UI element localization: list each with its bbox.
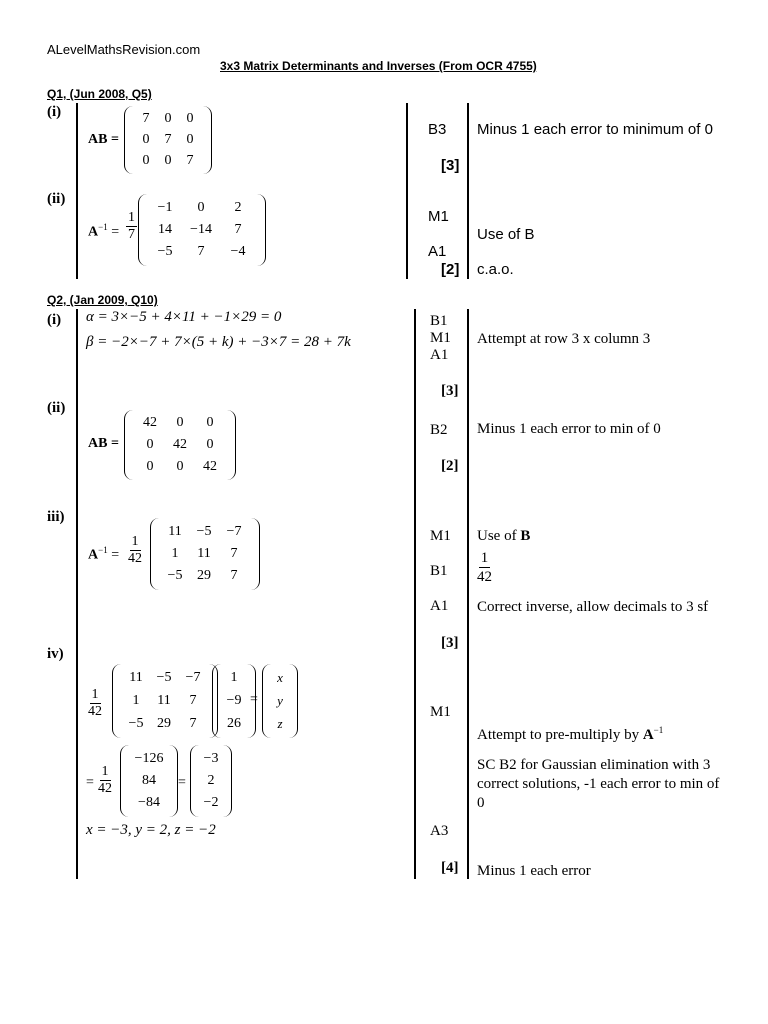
- q1-heading: Q1, (Jun 2008, Q5): [47, 87, 152, 101]
- matrix-cell: 7: [189, 716, 197, 731]
- vector-cell: −3: [203, 751, 219, 766]
- matrix-cell: 7: [142, 111, 150, 126]
- q1-part-i: (i): [47, 104, 62, 120]
- q2-mark-b2: B2: [430, 422, 448, 438]
- q2-comment-6: SC B2 for Gaussian elimination with 3 correct solutions, -1 each error to min of 0: [477, 757, 720, 811]
- q2-alpha-equation: α = 3×−5 + 4×11 + −1×29 = 0: [86, 309, 282, 325]
- left-bracket: [262, 664, 271, 738]
- q1-part-ii: (ii): [47, 191, 66, 207]
- matrix-cell: 14: [158, 222, 172, 237]
- q2-mark-total-4-iv: [4]: [441, 860, 459, 876]
- equals-sign: =: [250, 692, 258, 707]
- q2-mark-rule: [414, 309, 416, 879]
- fraction-denominator: 7: [128, 227, 135, 242]
- fraction-numerator: 1: [131, 534, 139, 549]
- q2-iv-inverse-matrix: [112, 664, 218, 738]
- matrix-cell: 11: [129, 670, 143, 685]
- q1-mark-total-2: [2]: [441, 261, 460, 278]
- q2-left-rule: [76, 309, 78, 879]
- matrix-cell: 0: [146, 459, 154, 474]
- fraction-denominator: 42: [88, 704, 102, 719]
- left-bracket: [212, 664, 221, 738]
- right-bracket: [227, 410, 236, 480]
- q2-comment-fraction: [477, 549, 492, 586]
- matrix-cell: 0: [197, 200, 205, 215]
- right-bracket: [169, 745, 178, 817]
- vector-cell: −126: [134, 751, 164, 766]
- fraction-denominator: 42: [98, 781, 112, 796]
- left-bracket: [138, 194, 147, 266]
- q2-ab-matrix: [124, 410, 236, 480]
- q2-mark-m1-iii: M1: [430, 528, 451, 544]
- vector-cell: 2: [207, 773, 215, 788]
- q1-comment-2: Use of B: [477, 226, 535, 243]
- left-bracket: [124, 106, 133, 174]
- q2-ab-label: AB =: [88, 436, 119, 451]
- q2-mark-a1-iii: A1: [430, 598, 449, 614]
- matrix-cell: 1: [171, 546, 179, 561]
- vector-cell: −2: [203, 795, 219, 810]
- q1-comment-3: c.a.o.: [477, 261, 514, 278]
- q1-mark-b3: B3: [428, 121, 447, 138]
- q2-part-iii: iii): [47, 509, 65, 525]
- q2-comment-rule: [467, 309, 469, 879]
- right-bracket: [203, 106, 212, 174]
- q1-comment-1: Minus 1 each error to minimum of 0: [477, 121, 713, 138]
- matrix-cell: 7: [189, 693, 197, 708]
- q1-mark-rule: [406, 103, 408, 279]
- matrix-cell: 0: [186, 111, 194, 126]
- q1-mark-a1: A1: [428, 243, 447, 260]
- fraction-denominator: 42: [477, 569, 492, 585]
- q2-comment-3: Use of B: [477, 528, 531, 544]
- matrix-cell: 0: [176, 459, 184, 474]
- matrix-cell: 1: [132, 693, 140, 708]
- q1-comment-rule: [467, 103, 469, 279]
- q2-mark-m1-iv: M1: [430, 704, 451, 720]
- vector-cell: −9: [226, 693, 242, 708]
- vector-cell: z: [277, 716, 283, 731]
- vector-cell: −84: [138, 795, 160, 810]
- q1-mark-total-3: [3]: [441, 157, 460, 174]
- right-bracket: [251, 518, 260, 590]
- q2-inverse-matrix: [150, 518, 260, 590]
- q1-inverse-label: $A^{-1}$ =: [88, 222, 120, 240]
- q2-heading: Q2, (Jan 2009, Q10): [47, 293, 158, 307]
- matrix-cell: 0: [142, 132, 150, 147]
- matrix-cell: −1: [157, 200, 173, 215]
- q2-comment-5: Attempt to pre-multiply by $A^{-1}$: [477, 725, 664, 743]
- equals-sign: =: [178, 775, 186, 790]
- matrix-cell: 0: [142, 153, 150, 168]
- q2-part-i: (i): [47, 312, 62, 328]
- q2-part-ii: (ii): [47, 400, 66, 416]
- matrix-cell: 0: [164, 153, 172, 168]
- matrix-cell: 0: [176, 415, 184, 430]
- q2-iv-result-vector: [120, 745, 178, 817]
- matrix-cell: 0: [146, 437, 154, 452]
- q2-comment-1: Attempt at row 3 x column 3: [477, 331, 651, 347]
- left-bracket: [190, 745, 199, 817]
- matrix-cell: 7: [230, 568, 238, 583]
- q2-comment-4: Correct inverse, allow decimals to 3 sf: [477, 599, 709, 615]
- q1-mark-m1: M1: [428, 208, 449, 225]
- vector-cell: 84: [142, 773, 156, 788]
- matrix-cell: 42: [173, 437, 187, 452]
- q1-inverse-matrix: [138, 194, 266, 266]
- matrix-cell: 7: [186, 153, 194, 168]
- matrix-cell: 7: [234, 222, 242, 237]
- q2-part-iv: iv): [47, 646, 64, 662]
- q1-left-rule: [76, 103, 78, 279]
- q2-solution: x = −3, y = 2, z = −2: [86, 822, 216, 838]
- matrix-cell: 11: [157, 693, 171, 708]
- vector-cell: y: [277, 693, 283, 708]
- matrix-cell: 0: [206, 415, 214, 430]
- q2-comment-7: Minus 1 each error: [477, 863, 591, 879]
- matrix-cell: 42: [203, 459, 217, 474]
- q2-beta-equation: β = −2×−7 + 7×(5 + k) + −3×7 = 28 + 7k: [86, 334, 351, 350]
- matrix-cell: 7: [230, 546, 238, 561]
- matrix-cell: 29: [197, 568, 211, 583]
- left-bracket: [120, 745, 129, 817]
- matrix-cell: −5: [196, 524, 212, 539]
- q2-mark-total-3-iii: [3]: [441, 635, 459, 651]
- matrix-cell: 11: [197, 546, 211, 561]
- left-bracket: [112, 664, 121, 738]
- q2-mark-a1: A1: [430, 347, 449, 363]
- q2-comment-2: Minus 1 each error to min of 0: [477, 421, 661, 437]
- matrix-cell: 7: [164, 132, 172, 147]
- left-bracket: [150, 518, 159, 590]
- matrix-cell: 11: [168, 524, 182, 539]
- q2-mark-b1-iii: B1: [430, 563, 448, 579]
- q1-ab-label: AB =: [88, 132, 119, 147]
- equals-sign: =: [86, 775, 94, 790]
- q2-mark-b1: B1: [430, 313, 448, 329]
- q2-mark-total-3: [3]: [441, 383, 459, 399]
- matrix-cell: −5: [167, 568, 183, 583]
- fraction-numerator: 1: [101, 764, 109, 779]
- fraction-numerator: 1: [128, 210, 135, 225]
- matrix-cell: −5: [128, 716, 144, 731]
- matrix-cell: 0: [206, 437, 214, 452]
- q2-mark-m1: M1: [430, 330, 451, 346]
- q2-mark-total-2: [2]: [441, 458, 459, 474]
- left-bracket: [124, 410, 133, 480]
- matrix-cell: −5: [156, 670, 172, 685]
- matrix-cell: 0: [186, 132, 194, 147]
- matrix-cell: 29: [157, 716, 171, 731]
- matrix-cell: 0: [164, 111, 172, 126]
- q2-fraction: [128, 534, 142, 567]
- q2-iv-fraction-2: [98, 764, 112, 797]
- matrix-cell: −7: [185, 670, 201, 685]
- right-bracket: [223, 745, 232, 817]
- vector-cell: 1: [230, 670, 238, 685]
- vector-cell: 26: [227, 716, 241, 731]
- vector-cell: x: [277, 670, 283, 685]
- matrix-cell: 2: [234, 200, 242, 215]
- q2-iv-answer-vector: [190, 745, 232, 817]
- fraction-numerator: 1: [480, 550, 489, 566]
- matrix-cell: −4: [230, 244, 246, 259]
- right-bracket: [289, 664, 298, 738]
- matrix-cell: 42: [143, 415, 157, 430]
- document-title: 3x3 Matrix Determinants and Inverses (From OCR 4755): [220, 59, 537, 73]
- matrix-cell: −14: [190, 222, 212, 237]
- q2-iv-fraction: [88, 687, 102, 720]
- q1-fraction: [126, 210, 137, 243]
- matrix-cell: −7: [226, 524, 242, 539]
- q2-inverse-label: $A^{-1}$ =: [88, 545, 120, 563]
- fraction-numerator: 1: [91, 687, 99, 702]
- matrix-cell: 7: [197, 244, 205, 259]
- site-name: ALevelMathsRevision.com: [47, 42, 201, 57]
- matrix-cell: −5: [157, 244, 173, 259]
- q2-mark-a3-iv: A3: [430, 823, 449, 839]
- q2-iv-xyz-vector: [262, 664, 298, 738]
- fraction-denominator: 42: [128, 551, 142, 566]
- right-bracket: [257, 194, 266, 266]
- q1-ab-matrix: [124, 106, 212, 174]
